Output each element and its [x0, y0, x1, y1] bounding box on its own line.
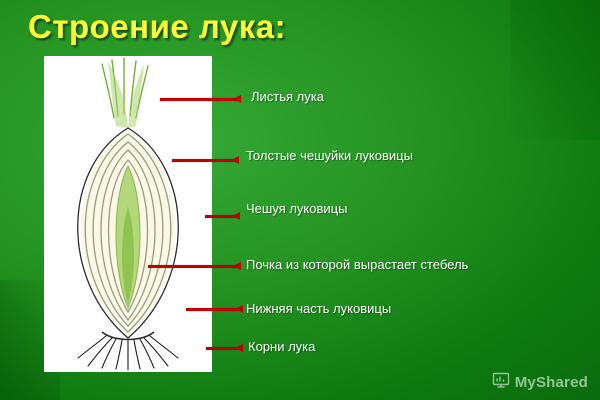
label-roots: Корни лука: [248, 339, 316, 354]
label-leaves: Листья лука: [251, 89, 324, 104]
leader-line-leaves: [160, 98, 240, 101]
watermark-text: MyShared: [514, 373, 588, 391]
leader-line-bud: [148, 265, 240, 268]
label-scale: Чешуя луковицы: [246, 201, 348, 216]
background-shade-right: [510, 0, 600, 140]
onion-diagram-panel: [44, 56, 212, 372]
label-bottom-part: Нижняя часть луковицы: [246, 301, 392, 316]
leader-line-bottom-part: [186, 308, 242, 311]
leader-line-scale: [205, 215, 239, 218]
leader-line-thick-scales: [172, 159, 238, 162]
presentation-icon: [492, 372, 510, 392]
onion-illustration: [44, 56, 212, 372]
label-bud: Почка из которой вырастает стебель: [246, 257, 469, 272]
label-thick-scales: Толстые чешуйки луковицы: [246, 148, 413, 163]
leader-line-roots: [206, 347, 242, 350]
page-title: Строение лука:: [28, 8, 287, 45]
watermark: [492, 372, 588, 392]
